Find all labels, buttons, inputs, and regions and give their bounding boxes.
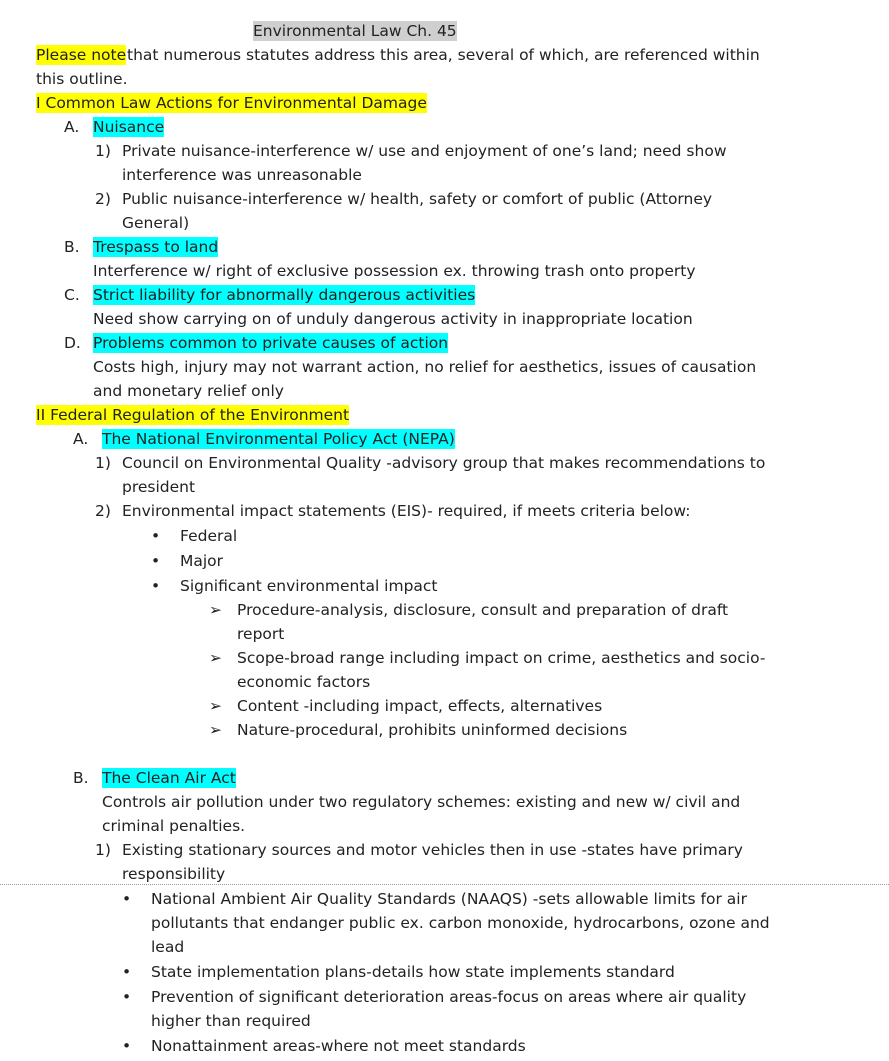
list-item-text: responsibility xyxy=(122,865,226,883)
list-item-text: Procedure-analysis, disclosure, consult and preparation of draft xyxy=(237,601,729,619)
list-item-text: Nature-procedural, prohibits uninformed decisions xyxy=(237,721,628,739)
list-item-text: criminal penalties. xyxy=(102,817,246,835)
list-marker: A. xyxy=(73,430,89,448)
list-item-text: Council on Environmental Quality -advisory group that makes recommendations to xyxy=(122,454,766,472)
bullet-icon: • xyxy=(122,890,132,908)
bullet-icon: • xyxy=(122,963,132,981)
bullet-icon: • xyxy=(151,577,161,595)
note-text: that numerous statutes address this area, several of which, are referenced within xyxy=(127,46,760,64)
subheading-strict-liability: Strict liability for abnormally dangerous activities xyxy=(93,286,476,304)
list-item-text: Interference w/ right of exclusive possession ex. throwing trash onto property xyxy=(93,262,696,280)
list-item-text: Scope-broad range including impact on crime, aesthetics and socio- xyxy=(237,649,766,667)
note-highlight: Please note xyxy=(36,46,127,64)
list-item-text: Major xyxy=(180,552,224,570)
list-item-text: Existing stationary sources and motor vehicles then in use -states have primary xyxy=(122,841,743,859)
list-marker: 1) xyxy=(95,841,111,859)
list-item-text: higher than required xyxy=(151,1012,311,1030)
subheading-trespass: Trespass to land xyxy=(93,238,219,256)
list-item-text: report xyxy=(237,625,285,643)
list-item-text: General) xyxy=(122,214,190,232)
bullet-icon: • xyxy=(151,527,161,545)
subheading-problems: Problems common to private causes of action xyxy=(93,334,449,352)
list-marker: C. xyxy=(64,286,80,304)
list-marker: B. xyxy=(73,769,89,787)
list-item-text: Need show carrying on of unduly dangerous activity in inappropriate location xyxy=(93,310,693,328)
list-marker: D. xyxy=(64,334,81,352)
list-item-text: State implementation plans-details how state implements standard xyxy=(151,963,675,981)
arrow-bullet-icon: ➢ xyxy=(209,649,222,667)
bullet-icon: • xyxy=(122,1037,132,1055)
list-item-text: pollutants that endanger public ex. carbon monoxide, hydrocarbons, ozone and xyxy=(151,914,770,932)
list-item-text: Prevention of significant deterioration areas-focus on areas where air quality xyxy=(151,988,747,1006)
page-break-divider xyxy=(0,884,889,885)
list-item-text: Private nuisance-interference w/ use and enjoyment of one’s land; need show xyxy=(122,142,727,160)
bullet-icon: • xyxy=(122,988,132,1006)
section-heading-federal: II Federal Regulation of the Environment xyxy=(36,406,350,424)
arrow-bullet-icon: ➢ xyxy=(209,601,222,619)
list-item-text: Costs high, injury may not warrant action, no relief for aesthetics, issues of causation xyxy=(93,358,757,376)
list-item-text: Controls air pollution under two regulatory schemes: existing and new w/ civil and xyxy=(102,793,741,811)
note-text-cont: this outline. xyxy=(36,70,128,88)
list-item-text: economic factors xyxy=(237,673,371,691)
list-item-text: National Ambient Air Quality Standards (NAAQS) -sets allowable limits for air xyxy=(151,890,747,908)
subheading-nuisance: Nuisance xyxy=(93,118,165,136)
subheading-clean-air-act: The Clean Air Act xyxy=(102,769,236,787)
arrow-bullet-icon: ➢ xyxy=(209,697,222,715)
list-item-text: interference was unreasonable xyxy=(122,166,362,184)
list-marker: B. xyxy=(64,238,80,256)
list-marker: 2) xyxy=(95,190,111,208)
list-marker: 2) xyxy=(95,502,111,520)
section-heading-common-law: I Common Law Actions for Environmental Damage xyxy=(36,94,427,112)
bullet-icon: • xyxy=(151,552,161,570)
arrow-bullet-icon: ➢ xyxy=(209,721,222,739)
list-item-text: Content -including impact, effects, alternatives xyxy=(237,697,603,715)
list-marker: 1) xyxy=(95,142,111,160)
list-item-text: Nonattainment areas-where not meet standards xyxy=(151,1037,526,1055)
list-item-text: Public nuisance-interference w/ health, safety or comfort of public (Attorney xyxy=(122,190,713,208)
list-marker: 1) xyxy=(95,454,111,472)
list-marker: A. xyxy=(64,118,80,136)
list-item-text: Federal xyxy=(180,527,238,545)
subheading-nepa: The National Environmental Policy Act (NEPA) xyxy=(102,430,455,448)
document-title: Environmental Law Ch. 45 xyxy=(253,22,457,40)
list-item-text: lead xyxy=(151,938,185,956)
list-item-text: president xyxy=(122,478,196,496)
list-item-text: Environmental impact statements (EIS)- required, if meets criteria below: xyxy=(122,502,691,520)
list-item-text: Significant environmental impact xyxy=(180,577,438,595)
list-item-text: and monetary relief only xyxy=(93,382,284,400)
